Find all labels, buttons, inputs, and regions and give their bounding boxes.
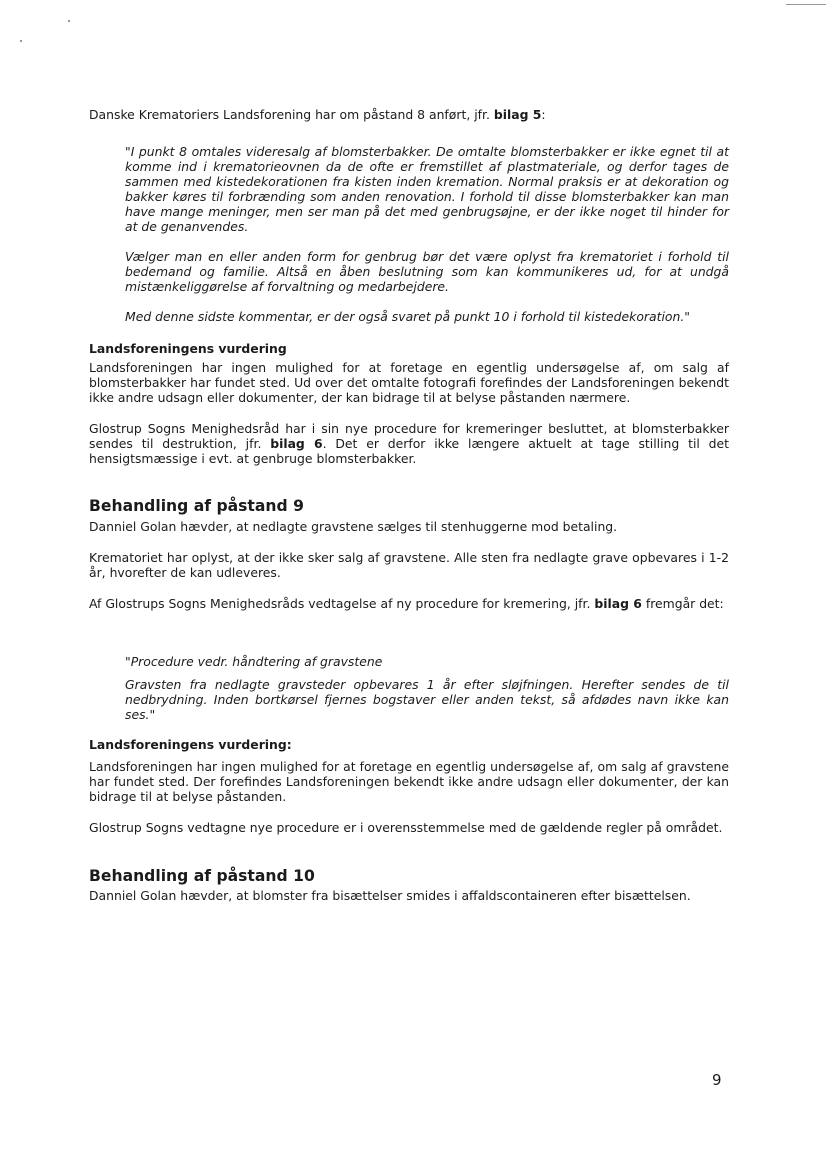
quote-block-1 — [125, 144, 729, 324]
quote2-title: "Procedure vedr. håndtering af gravstene — [125, 654, 383, 669]
section10-heading: Behandling af påstand 10 — [89, 867, 315, 885]
intro-text: Danske Krematoriers Landsforening har om påstand 8 anført, jfr. — [89, 107, 494, 122]
intro-bilag-ref: bilag 5 — [493, 107, 542, 122]
scan-speck — [68, 20, 70, 22]
document-body — [89, 107, 729, 903]
quote1-paragraph-3: Med denne sidste kommentar, er der også svaret på punkt 10 i forhold til kistedekoration." — [125, 309, 690, 324]
assessment1-paragraph-2 — [89, 421, 729, 466]
section9-paragraph-3 — [89, 596, 729, 611]
intro-tail: : — [541, 107, 546, 122]
assessment1-p2-tail: . Det er derfor ikke længere aktuelt at tage stilling til det hensigtsmæssige i evt. at genbruge blomsterbakker. — [89, 436, 730, 466]
quote2-body: Gravsten fra nedlagte gravsteder opbevares 1 år efter sløjfningen. Herefter sendes de til nedbrydning. Inden bortkørsel fjernes bogstaver eller anden tekst, så afdødes navn ikke kan ses." — [125, 677, 729, 722]
intro-paragraph — [89, 107, 729, 122]
quote1-paragraph-2: Vælger man en eller anden form for genbrug bør det være oplyst fra krematoriet i forhold til bedemand og familie. Altså en åben beslutning som kan kommunikeres ud, for at undgå mistænkeliggørelse af forvaltning og medarbejdere. — [125, 249, 729, 294]
assessment1-bilag-ref: bilag 6 — [270, 436, 323, 451]
assessment1-paragraph-1: Landsforeningen har ingen mulighed for at foretage en egentlig undersøgelse af, om salg af blomsterbakker har fundet sted. Ud over det omtalte fotografi forefindes der Landsforeningen bekendt ikke andre udsagn eller dokumenter, der kan bidrage til at belyse påstanden nærmere. — [89, 360, 729, 405]
assessment2-heading: Landsforeningens vurdering: — [89, 737, 292, 752]
section9-p3-tail: fremgår det: — [641, 596, 724, 611]
assessment1-p2-text: Glostrup Sogns Menighedsråd har i sin nye procedure for kremeringer besluttet, at blomsterbakker sendes til destruktion, jfr. — [89, 421, 729, 451]
section9-paragraph-1: Danniel Golan hævder, at nedlagte gravstene sælges til stenhuggerne mod betaling. — [89, 519, 618, 534]
quote-block-2 — [125, 654, 729, 722]
page-number: 9 — [712, 1071, 722, 1089]
assessment2-paragraph-1: Landsforeningen har ingen mulighed for at foretage en egentlig undersøgelse af, om salg af gravstene har fundet sted. Der forefindes Landsforeningen bekendt ikke andre udsagn eller dokumenter, der kan bidrage til at belyse påstanden. — [89, 759, 729, 804]
scan-edge-line — [786, 4, 826, 5]
section9-bilag-ref: bilag 6 — [594, 596, 642, 611]
assessment1-heading: Landsforeningens vurdering — [89, 341, 287, 356]
assessment2-paragraph-2: Glostrup Sogns vedtagne nye procedure er i overensstemmelse med de gældende regler på området. — [89, 820, 723, 835]
section9-heading: Behandling af påstand 9 — [89, 497, 304, 515]
scan-speck — [20, 40, 22, 42]
section9-paragraph-2: Krematoriet har oplyst, at der ikke sker salg af gravstene. Alle sten fra nedlagte grave opbevares i 1-2 år, hvorefter de kan udleveres. — [89, 550, 729, 580]
section9-p3-text: Af Glostrups Sogns Menighedsråds vedtagelse af ny procedure for kremering, jfr. — [89, 596, 595, 611]
quote1-paragraph-1: "I punkt 8 omtales videresalg af blomsterbakker. De omtalte blomsterbakker er ikke egnet til at komme ind i krematorieovnen da de ofte er fremstillet af plastmateriale, og derfor tages de sammen med kistedekorationen fra kisten inden kremation. Normal praksis er at dekoration og bakker køres til forbrænding som anden renovation. I forhold til disse blomsterbakker kan man have mange meninger, men ser man på det med genbrugsøjne, er der ikke noget til hinder for at de genanvendes. — [125, 144, 729, 234]
section10-paragraph-1: Danniel Golan hævder, at blomster fra bisættelser smides i affaldscontaineren efter bisættelsen. — [89, 888, 691, 903]
